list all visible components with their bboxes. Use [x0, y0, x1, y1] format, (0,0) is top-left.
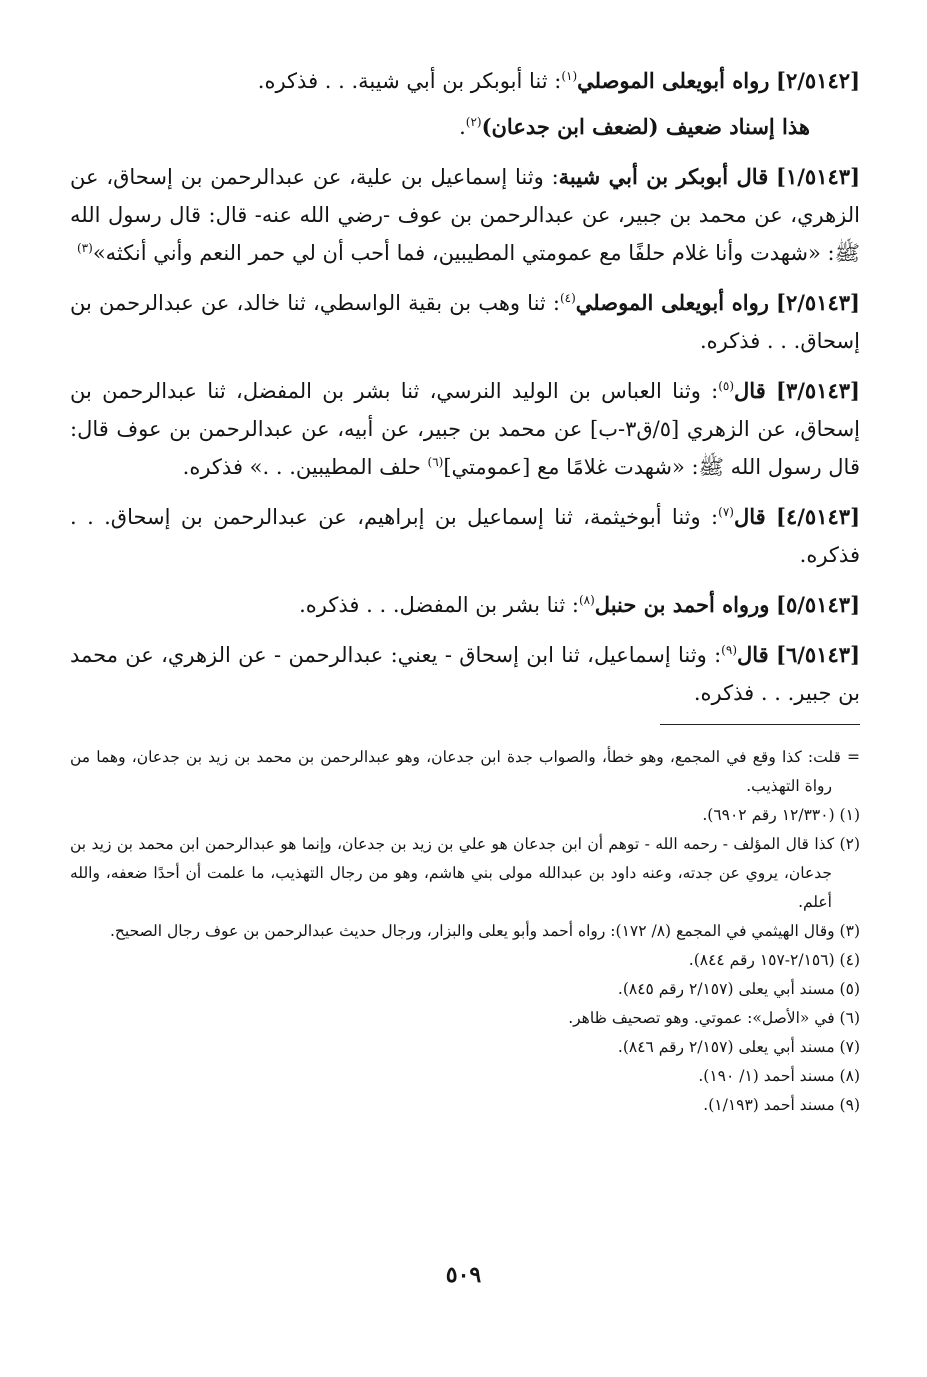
- narration-lead: قال أبوبكر بن أبي شيبة: [558, 164, 769, 189]
- footnote-marker: (٥): [718, 379, 735, 393]
- grading-note: [70, 108, 860, 146]
- footnote-marker: (٤): [559, 291, 576, 305]
- narration-text: : وثنا العباس بن الوليد النرسي، ثنا بشر بن المفضل، ثنا عبدالرحمن بن إسحاق، عن الزهري [٥/ق٣-ب] عن محمد بن جبير، عن أبيه، عن عبدالرحمن بن عوف قال: قال رسول الله ﷺ: «شهدت غلامًا مع [عمومتي]: [70, 379, 860, 479]
- footnote-divider: [660, 724, 860, 725]
- paragraph-5142-2: [70, 62, 860, 100]
- paragraph-5143-3: [70, 372, 860, 486]
- footnote-7: (٧) مسند أبي يعلى (٢/١٥٧ رقم ٨٤٦).: [617, 1038, 860, 1056]
- footnote-marker: (٨): [578, 593, 595, 607]
- paragraph-5143-1: [70, 158, 860, 272]
- grading-tail: .: [459, 115, 466, 139]
- narration-text: : وثنا إسماعيل، ثنا ابن إسحاق - يعني: عبدالرحمن - عن الزهري، عن محمد بن جبير. . . فذكره.: [70, 643, 860, 705]
- hadith-reference: [٣/٥١٤٣]: [776, 378, 860, 403]
- narration-lead: رواه أبويعلى الموصلي: [575, 290, 769, 315]
- footnote-marker: (٢): [465, 115, 482, 129]
- narration-lead: قال: [734, 378, 766, 403]
- footnote-marker: (٧): [718, 505, 734, 519]
- footnote-5: (٥) مسند أبي يعلى (٢/١٥٧ رقم ٨٤٥).: [617, 980, 860, 998]
- narration-text: : ثنا وهب بن بقية الواسطي، ثنا خالد، عن عبدالرحمن بن إسحاق. . . فذكره.: [70, 291, 860, 353]
- narration-text-continued: حلف المطيبين. . .» فذكره.: [182, 455, 428, 479]
- grading-text: هذا إسناد ضعيف (لضعف ابن جدعان): [481, 114, 810, 139]
- footnote-4: (٤) (٢/١٥٦-١٥٧ رقم ٨٤٤).: [688, 951, 860, 969]
- footnote-8: (٨) مسند أحمد (١/ ١٩٠).: [698, 1067, 860, 1085]
- hadith-reference: [٥/٥١٤٣]: [776, 592, 860, 617]
- paragraph-5143-6: [70, 636, 860, 712]
- narration-text: : ثنا بشر بن المفضل. . . فذكره.: [299, 593, 579, 617]
- footnote-9: (٩) مسند أحمد (١/١٩٣).: [703, 1096, 860, 1114]
- footnote-marker: (٩): [721, 643, 737, 657]
- paragraph-5143-4: [70, 498, 860, 574]
- narration-lead: ورواه أحمد بن حنبل: [594, 592, 770, 617]
- hadith-reference: [١/٥١٤٣]: [776, 164, 860, 189]
- narration-text: : وثنا أبوخيثمة، ثنا إسماعيل بن إبراهيم، عن عبدالرحمن بن إسحاق. . . فذكره.: [70, 505, 860, 567]
- footnote-continuation: = قلت: كذا وقع في المجمع، وهو خطأ، والصواب جدة ابن جدعان، وهو عبدالرحمن بن محمد بن زيد بن جدعان، وهما من رواة التهذيب.: [70, 748, 860, 795]
- narration-lead: قال: [733, 504, 766, 529]
- footnote-2: (٢) كذا قال المؤلف - رحمه الله - توهم أن ابن جدعان هو علي بن زيد بن جدعان، وإنما هو عبدالرحمن ابن محمد بن زيد بن جدعان، يروي عن جدته، وعنه داود بن عبدالله مولى بني هاشم، وهو من رجال التهذيب، ما علمت أن أحدًا ضعفه، والله أعلم.: [70, 835, 860, 911]
- footnote-1: (١) (١٢/٣٣٠ رقم ٦٩٠٢).: [702, 806, 860, 824]
- hadith-reference: [٤/٥١٤٣]: [776, 504, 860, 529]
- narration-lead: قال: [737, 642, 769, 667]
- footnote-marker: (٣): [76, 241, 93, 255]
- page-body: [70, 62, 860, 1120]
- narration-text: : وثنا إسماعيل بن علية، عن عبدالرحمن بن إسحاق، عن الزهري، عن محمد بن جبير، عن عبدالرحمن بن عوف -رضي الله عنه- قال: قال رسول الله ﷺ: «شهدت وأنا غلام حلفًا مع عمومتي المطيبين، فما أحب أن لي حمر النعم وأني أنكثه»: [70, 165, 860, 265]
- hadith-reference: [٦/٥١٤٣]: [776, 642, 860, 667]
- hadith-reference: [٢/٥١٤٢]: [776, 68, 860, 93]
- narration-lead: رواه أبويعلى الموصلي: [577, 68, 770, 93]
- footnote-6: (٦) في «الأصل»: عموتي. وهو تصحيف ظاهر.: [568, 1009, 860, 1027]
- hadith-reference: [٢/٥١٤٣]: [776, 290, 860, 315]
- footnote-3: (٣) وقال الهيثمي في المجمع (٨/ ١٧٢): رواه أحمد وأبو يعلى والبزار، ورجال حديث عبدالرحمن بن عوف رجال الصحيح.: [109, 922, 860, 940]
- page-number: ٥٠٩: [445, 1262, 482, 1288]
- narration-text: : ثنا أبوبكر بن أبي شيبة. . . فذكره.: [257, 69, 562, 93]
- footnotes: [70, 743, 860, 1120]
- paragraph-5143-5: [70, 586, 860, 624]
- footnote-marker: (٦): [427, 455, 444, 469]
- paragraph-5143-2: [70, 284, 860, 360]
- footnote-marker: (١): [561, 69, 578, 83]
